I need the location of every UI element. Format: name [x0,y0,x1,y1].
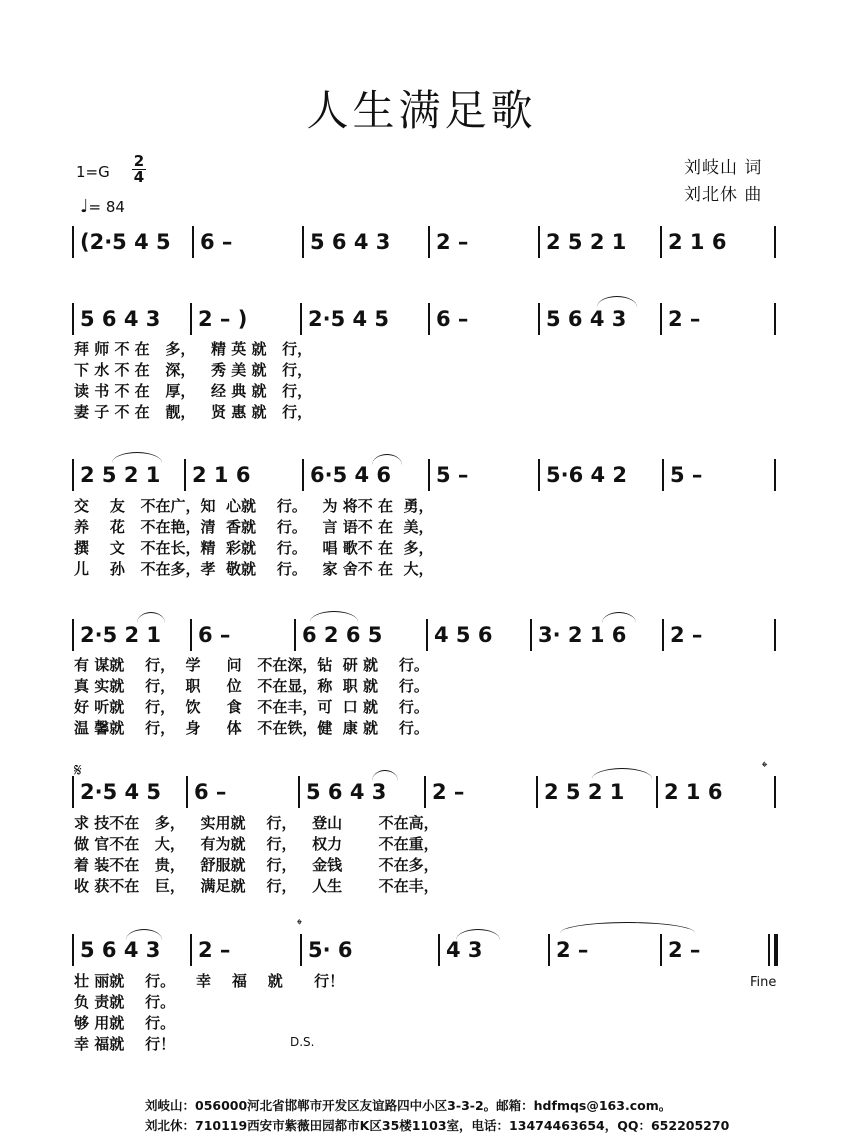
measure-4-5: 3· 2 1 6 [538,623,627,647]
quarter-note-icon: ♩ [80,196,89,217]
barline [536,776,538,808]
tie-arc [372,770,398,781]
measure-4-2: 6 – [198,623,231,647]
measure-3-4: 5 – [436,463,469,487]
barline [774,934,778,966]
barline [662,459,664,491]
measure-1-4: 2 – [436,230,469,254]
measure-3-5: 5·6 4 2 [546,463,628,487]
measure-5-1: 2·5 4 5 [80,780,162,804]
lyric-verse-4-line-4: 温 馨就 行， 身 体 不在铁，健 康 就 行。 [74,719,429,737]
measure-2-1: 5 6 4 3 [80,307,161,331]
measure-6-2: 2 – [198,938,231,962]
barline [294,619,296,651]
measure-3-3: 6·5 4 6 [310,463,392,487]
lyric-verse-2-line-2: 下 水 不 在 深， 秀 美 就 行， [74,361,313,379]
measure-3-2: 2 1 6 [192,463,251,487]
key-signature: 1=G [76,163,110,181]
measure-1-6: 2 1 6 [668,230,727,254]
barline [660,226,662,258]
measure-4-6: 2 – [670,623,703,647]
measure-1-1: (2·5 4 5 [80,230,171,254]
coda-icon: 𝄌 [762,758,768,776]
lyric-verse-3-line-4: 好 听就 行， 饮 食 不在丰，可 口 就 行。 [74,698,429,716]
barline [426,619,428,651]
tie-arc [456,929,500,940]
lyric-verse-1-line-3: 交 友 不在广，知 心就 行。 为 将不 在 勇， [74,497,434,515]
measure-2-4: 6 – [436,307,469,331]
measure-4-1: 2·5 2 1 [80,623,162,647]
lyric-verse-4-line-3: 儿 孙 不在多，孝 敬就 行。 家 舍不 在 大， [74,560,434,578]
tie-arc [592,768,652,779]
tie-arc [372,454,402,465]
footer-line-2: 刘北休：710119西安市紫薇田园都市K区35楼1103室，电话：13474463654，QQ：652205270 [145,1118,730,1133]
tie-arc [597,296,637,307]
lyric-verse-4-line-2: 妻 子 不 在 靓， 贤 惠 就 行， [74,403,313,421]
time-signature: 2 4 [133,152,145,186]
barline [190,934,192,966]
barline [538,459,540,491]
measure-5-3: 5 6 4 3 [306,780,387,804]
lyricist-credit: 刘岐山 词 [684,158,763,178]
barline [538,303,540,335]
measure-5-2: 6 – [194,780,227,804]
fine-marking: Fine [750,975,777,990]
barline [190,303,192,335]
barline [184,459,186,491]
barline [72,619,74,651]
measure-4-4: 4 5 6 [434,623,493,647]
barline [656,776,658,808]
composer-credit: 刘北休 曲 [684,185,763,205]
footer-line-1: 刘岐山：056000河北省邯郸市开发区友谊路四中小区3-3-2。邮箱：hdfmqs@163.com。 [145,1098,672,1113]
barline [72,303,74,335]
barline [300,303,302,335]
measure-1-3: 5 6 4 3 [310,230,391,254]
barline [774,459,776,491]
barline [768,934,770,966]
lyric-verse-3-line-5: 着 装不在 贵， 舒服就 行， 金钱 不在多， [74,856,439,874]
barline [774,619,776,651]
measure-6-4: 4 3 [446,938,483,962]
barline [186,776,188,808]
barline [424,776,426,808]
song-title: 人生满足歌 [306,86,537,135]
barline [660,303,662,335]
lyric-verse-2-line-6: 负 责就 行。 [74,993,176,1011]
measure-2-2: 2 – ) [198,307,248,331]
measure-3-1: 2 5 2 1 [80,463,161,487]
barline [662,619,664,651]
barline [428,226,430,258]
measure-6-3: 5· 6 [308,938,353,962]
tempo-marking: ♩= 84 [80,196,125,217]
measure-1-5: 2 5 2 1 [546,230,627,254]
barline [548,934,550,966]
barline [190,619,192,651]
measure-6-6: 2 – [668,938,701,962]
barline [192,226,194,258]
barline [302,459,304,491]
measure-4-3: 6 2 6 5 [302,623,383,647]
lyric-verse-4-line-5: 收 获不在 巨， 满足就 行， 人生 不在丰， [74,877,439,895]
barline [774,226,776,258]
measure-6-5: 2 – [556,938,589,962]
barline [72,459,74,491]
tie-arc [310,611,358,622]
lyric-verse-3-line-2: 读 书 不 在 厚， 经 典 就 行， [74,382,313,400]
measure-3-6: 5 – [670,463,703,487]
segno-icon: 𝄋 [74,760,82,781]
lyric-verse-2-line-5: 做 官不在 大， 有为就 行， 权力 不在重， [74,835,439,853]
barline [428,303,430,335]
barline [660,934,662,966]
measure-2-3: 2·5 4 5 [308,307,390,331]
staff-line-1 [0,230,843,270]
measure-2-6: 2 – [668,307,701,331]
lyric-verse-1-line-2: 拜 师 不 在 多， 精 英 就 行， [74,340,313,358]
coda-icon-2: 𝄌 [297,917,302,933]
barline [428,459,430,491]
lyric-verse-4-line-6: 幸 福就 行！ [74,1035,176,1053]
measure-5-4: 2 – [432,780,465,804]
tie-arc [560,922,695,933]
barline [302,226,304,258]
measure-5-6: 2 1 6 [664,780,723,804]
lyric-verse-3-line-6: 够 用就 行。 [74,1014,176,1032]
tie-arc [112,452,162,463]
lyric-verse-2-line-4: 真 实就 行， 职 位 不在显，称 职 就 行。 [74,677,429,695]
ds-marking: D.S. [290,1035,315,1049]
barline [72,934,74,966]
lyric-verse-2-line-3: 养 花 不在艳，清 香就 行。 言 语不 在 美， [74,518,434,536]
barline [774,303,776,335]
lyric-verse-1-line-4: 有 谋就 行， 学 问 不在深，钻 研 就 行。 [74,656,429,674]
barline [774,776,776,808]
barline [530,619,532,651]
tie-arc [137,612,165,623]
barline [298,776,300,808]
lyric-verse-1-line-5: 求 技不在 多， 实用就 行， 登山 不在高， [74,814,439,832]
measure-5-5: 2 5 2 1 [544,780,625,804]
barline [72,226,74,258]
tie-arc [602,612,636,623]
barline [300,934,302,966]
lyric-verse-3-line-3: 撰 文 不在长，精 彩就 行。 唱 歌不 在 多， [74,539,434,557]
barline [538,226,540,258]
tie-arc [126,929,162,940]
measure-2-5: 5 6 4 3 [546,307,627,331]
barline [438,934,440,966]
measure-1-2: 6 – [200,230,233,254]
lyric-verse-1-line-6: 壮 丽就 行。 幸 福 就 行！ [74,972,345,990]
measure-6-1: 5 6 4 3 [80,938,161,962]
